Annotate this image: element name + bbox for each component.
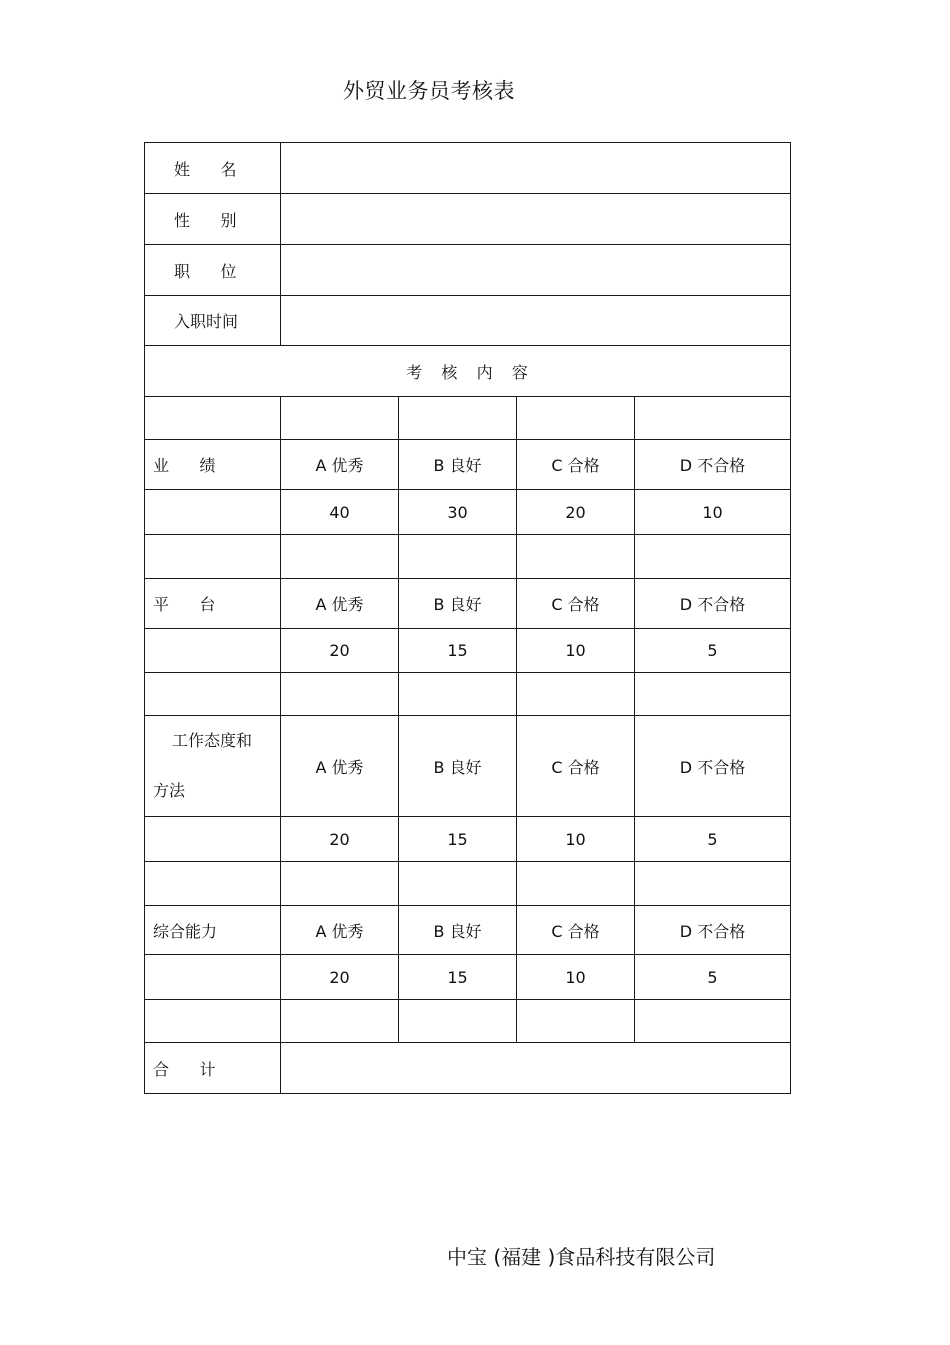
blank-cell bbox=[517, 673, 635, 716]
blank-cell bbox=[281, 862, 399, 906]
score-row-platform bbox=[145, 629, 791, 673]
info-row-position bbox=[145, 245, 791, 296]
category-label-attitude-line1: 工作态度和 bbox=[172, 731, 253, 750]
page-title: 外贸业务员考核表 bbox=[343, 79, 515, 103]
info-row-gender bbox=[145, 194, 791, 245]
total-label: 合 计 bbox=[145, 1043, 281, 1094]
blank-row bbox=[145, 1000, 791, 1043]
info-value-name[interactable] bbox=[281, 143, 791, 194]
blank-cell bbox=[145, 397, 281, 440]
score-row-performance bbox=[145, 490, 791, 535]
blank-row bbox=[145, 673, 791, 716]
blank-cell bbox=[399, 862, 517, 906]
blank-cell bbox=[145, 673, 281, 716]
grade-c: C 合格 bbox=[517, 716, 635, 817]
blank-cell bbox=[635, 535, 791, 579]
info-value-position[interactable] bbox=[281, 245, 791, 296]
blank-cell bbox=[635, 862, 791, 906]
score-c: 10 bbox=[517, 817, 635, 862]
grade-a: A 优秀 bbox=[281, 716, 399, 817]
score-label-cell bbox=[145, 955, 281, 1000]
section-header-row bbox=[145, 346, 791, 397]
score-c: 10 bbox=[517, 955, 635, 1000]
blank-cell bbox=[517, 862, 635, 906]
grade-row-overall bbox=[145, 906, 791, 955]
grade-d: D 不合格 bbox=[635, 440, 791, 490]
grade-b: B 良好 bbox=[399, 906, 517, 955]
grade-a: A 优秀 bbox=[281, 579, 399, 629]
blank-cell bbox=[399, 535, 517, 579]
grade-c: C 合格 bbox=[517, 906, 635, 955]
score-label-cell bbox=[145, 817, 281, 862]
grade-row-platform bbox=[145, 579, 791, 629]
blank-cell bbox=[281, 397, 399, 440]
score-a: 20 bbox=[281, 629, 399, 673]
blank-cell bbox=[399, 1000, 517, 1043]
grade-c: C 合格 bbox=[517, 579, 635, 629]
grade-row-attitude bbox=[145, 716, 791, 817]
info-row-start-date bbox=[145, 296, 791, 346]
category-label-performance: 业 绩 bbox=[145, 440, 281, 490]
grade-a: A 优秀 bbox=[281, 440, 399, 490]
score-b: 15 bbox=[399, 817, 517, 862]
score-a: 20 bbox=[281, 955, 399, 1000]
score-b: 15 bbox=[399, 629, 517, 673]
grade-d: D 不合格 bbox=[635, 906, 791, 955]
category-label-platform: 平 台 bbox=[145, 579, 281, 629]
blank-cell bbox=[635, 397, 791, 440]
grade-b: B 良好 bbox=[399, 440, 517, 490]
grade-c: C 合格 bbox=[517, 440, 635, 490]
grade-d: D 不合格 bbox=[635, 579, 791, 629]
blank-cell bbox=[517, 397, 635, 440]
score-b: 15 bbox=[399, 955, 517, 1000]
blank-cell bbox=[281, 673, 399, 716]
score-row-attitude bbox=[145, 817, 791, 862]
info-label-gender: 性 别 bbox=[145, 194, 281, 245]
blank-cell bbox=[145, 1000, 281, 1043]
score-a: 20 bbox=[281, 817, 399, 862]
category-label-attitude-line2: 方法 bbox=[153, 781, 186, 800]
blank-cell bbox=[635, 673, 791, 716]
blank-cell bbox=[517, 535, 635, 579]
score-d: 10 bbox=[635, 490, 791, 535]
info-row-name bbox=[145, 143, 791, 194]
info-label-position: 职 位 bbox=[145, 245, 281, 296]
blank-cell bbox=[399, 397, 517, 440]
blank-cell bbox=[399, 673, 517, 716]
grade-b: B 良好 bbox=[399, 716, 517, 817]
score-d: 5 bbox=[635, 955, 791, 1000]
score-label-cell bbox=[145, 490, 281, 535]
score-c: 10 bbox=[517, 629, 635, 673]
info-label-start-date: 入职时间 bbox=[145, 296, 281, 346]
blank-cell bbox=[145, 535, 281, 579]
grade-d: D 不合格 bbox=[635, 716, 791, 817]
blank-cell bbox=[635, 1000, 791, 1043]
total-value[interactable] bbox=[281, 1043, 791, 1094]
score-b: 30 bbox=[399, 490, 517, 535]
score-label-cell bbox=[145, 629, 281, 673]
total-row bbox=[145, 1043, 791, 1094]
score-d: 5 bbox=[635, 629, 791, 673]
blank-cell bbox=[145, 862, 281, 906]
score-d: 5 bbox=[635, 817, 791, 862]
score-row-overall bbox=[145, 955, 791, 1000]
grade-b: B 良好 bbox=[399, 579, 517, 629]
grade-row-performance bbox=[145, 440, 791, 490]
blank-cell bbox=[281, 535, 399, 579]
blank-cell bbox=[517, 1000, 635, 1043]
blank-row bbox=[145, 862, 791, 906]
category-label-attitude bbox=[145, 716, 281, 817]
score-c: 20 bbox=[517, 490, 635, 535]
blank-row bbox=[145, 397, 791, 440]
info-value-start-date[interactable] bbox=[281, 296, 791, 346]
grade-a: A 优秀 bbox=[281, 906, 399, 955]
assessment-table bbox=[144, 142, 791, 1094]
info-value-gender[interactable] bbox=[281, 194, 791, 245]
blank-cell bbox=[281, 1000, 399, 1043]
blank-row bbox=[145, 535, 791, 579]
company-name: 中宝 (福建 )食品科技有限公司 bbox=[447, 1245, 716, 1269]
score-a: 40 bbox=[281, 490, 399, 535]
info-label-name: 姓 名 bbox=[145, 143, 281, 194]
category-label-overall: 综合能力 bbox=[145, 906, 281, 955]
section-header: 考 核 内 容 bbox=[145, 346, 791, 397]
